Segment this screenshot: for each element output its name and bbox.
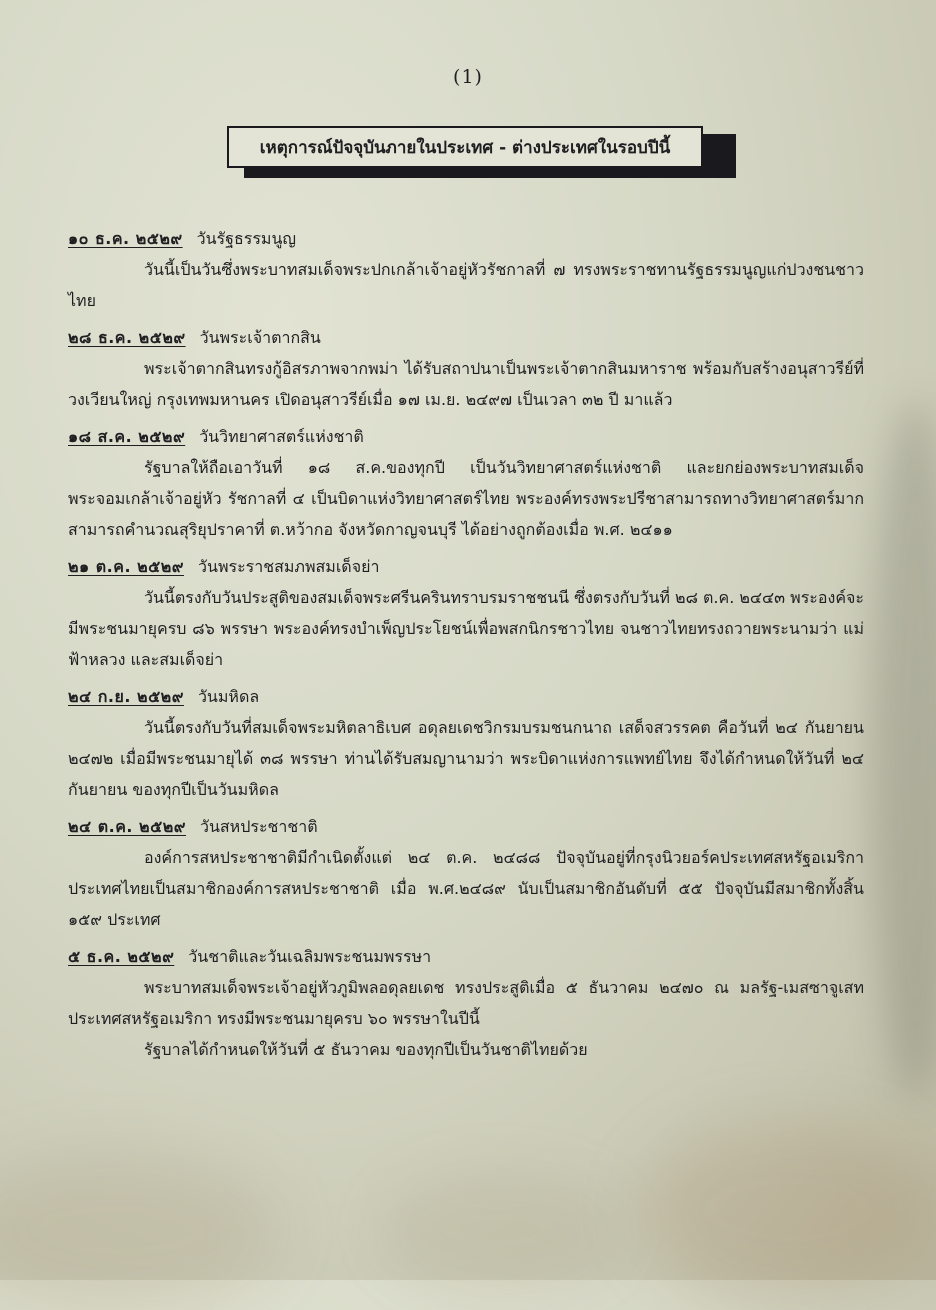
event-description: พระเจ้าตากสินทรงกู้อิสรภาพจากพม่า ได้รับสถาปนาเป็นพระเจ้าตากสินมหาราช พร้อมกับสร้างอนุสาวรีย์ที่วงเวียนใหญ่ กรุงเทพมหานคร เปิดอนุสาวรีย์เมื่อ ๑๗ เม.ย. ๒๔๙๗ เป็นเวลา ๓๒ ปี มาแล้ว bbox=[68, 359, 864, 409]
event-title: วันชาติและวันเฉลิมพระชนมพรรษา bbox=[188, 947, 432, 966]
event-entry bbox=[68, 422, 864, 545]
event-date: ๒๘ ธ.ค. ๒๕๒๙ bbox=[68, 328, 186, 347]
event-title: วันสหประชาชาติ bbox=[199, 817, 318, 836]
event-description: วันนี้เป็นวันซึ่งพระบาทสมเด็จพระปกเกล้าเจ้าอยู่หัวรัชกาลที่ ๗ ทรงพระราชทานรัฐธรรมนูญแก่ปวงชนชาวไทย bbox=[68, 260, 864, 310]
event-header bbox=[68, 942, 864, 972]
event-description: วันนี้ตรงกับวันที่สมเด็จพระมหิตลาธิเบศ อดุลยเดชวิกรมบรมชนกนาถ เสด็จสวรรคต คือวันที่ ๒๔ กันยายน ๒๔๗๒ เมื่อมีพระชนมายุได้ ๓๘ พรรษา ท่านได้รับสมญานามว่า พระบิดาแห่งการแพทย์ไทย จึงได้กำหนดให้วันที่ ๒๔ กันยายน ของทุกปีเป็นวันมหิดล bbox=[68, 718, 864, 799]
event-description: วันนี้ตรงกับวันประสูติของสมเด็จพระศรีนครินทราบรมราชชนนี ซึ่งตรงกับวันที่ ๒๘ ต.ค. ๒๔๔๓ พระองค์จะมีพระชนมายุครบ ๘๖ พรรษา พระองค์ทรงบำเพ็ญประโยชน์เพื่อพสกนิกรชาวไทย จนชาวไทยทรงถวายพระนามว่า แม่ฟ้าหลวง และสมเด็จย่า bbox=[68, 588, 864, 669]
paper-stain bbox=[0, 1150, 280, 1310]
event-title: วันวิทยาศาสตร์แห่งชาติ bbox=[199, 427, 364, 446]
event-header bbox=[68, 422, 864, 452]
event-entry bbox=[68, 323, 864, 415]
event-header bbox=[68, 812, 864, 842]
event-entry bbox=[68, 224, 864, 316]
event-date: ๒๑ ต.ค. ๒๕๒๙ bbox=[68, 557, 185, 576]
event-entry bbox=[68, 812, 864, 935]
page-heading: เหตุการณ์ปัจจุบันภายในประเทศ - ต่างประเทศในรอบปีนี้ bbox=[227, 126, 703, 168]
event-note: รัฐบาลได้กำหนดให้วันที่ ๕ ธันวาคม ของทุกปีเป็นวันชาติไทยด้วย bbox=[144, 1040, 588, 1059]
event-entry bbox=[68, 552, 864, 675]
event-date: ๒๔ ก.ย. ๒๕๒๙ bbox=[68, 687, 184, 706]
paper-shadow bbox=[870, 400, 936, 1100]
event-header bbox=[68, 323, 864, 353]
paper-stain bbox=[380, 1170, 620, 1290]
event-date: ๑๐ ธ.ค. ๒๕๒๙ bbox=[68, 229, 183, 248]
event-title: วันมหิดล bbox=[197, 687, 260, 706]
event-description: องค์การสหประชาชาติมีกำเนิดตั้งแต่ ๒๔ ต.ค. ๒๔๘๘ ปัจจุบันอยู่ที่กรุงนิวยอร์คประเทศสหรัฐอเมริกา ประเทศไทยเป็นสมาชิกองค์การสหประชาชาติ เมื่อ พ.ศ.๒๔๘๙ นับเป็นสมาชิกอันดับที่ ๕๕ ปัจจุบันมีสมาชิกทั้งสิ้น ๑๕๙ ประเทศ bbox=[68, 848, 864, 929]
event-header bbox=[68, 682, 864, 712]
event-header bbox=[68, 224, 864, 254]
page-number: (1) bbox=[453, 66, 483, 88]
event-header bbox=[68, 552, 864, 582]
event-date: ๑๘ ส.ค. ๒๕๒๙ bbox=[68, 427, 186, 446]
event-date: ๕ ธ.ค. ๒๕๒๙ bbox=[68, 947, 175, 966]
event-description: พระบาทสมเด็จพระเจ้าอยู่หัวภูมิพลอดุลยเดช ทรงประสูติเมื่อ ๕ ธันวาคม ๒๔๗๐ ณ มลรัฐ-เมสซาจูเสท ประเทศสหรัฐอเมริกา ทรงมีพระชนมายุครบ ๖๐ พรรษาในปีนี้ bbox=[68, 978, 864, 1028]
paper-stain bbox=[640, 1120, 936, 1300]
event-entry bbox=[68, 682, 864, 805]
event-title: วันพระเจ้าตากสิน bbox=[199, 328, 321, 347]
event-entry bbox=[68, 942, 864, 1065]
event-title: วันพระราชสมภพสมเด็จย่า bbox=[198, 557, 380, 576]
event-date: ๒๔ ต.ค. ๒๕๒๙ bbox=[68, 817, 186, 836]
event-list bbox=[68, 224, 864, 1072]
event-title: วันรัฐธรรมนูญ bbox=[196, 229, 297, 248]
event-description: รัฐบาลให้ถือเอาวันที่ ๑๘ ส.ค.ของทุกปี เป็นวันวิทยาศาสตร์แห่งชาติ และยกย่องพระบาทสมเด็จพระจอมเกล้าเจ้าอยู่หัว รัชกาลที่ ๔ เป็นบิดาแห่งวิทยาศาสตร์ไทย พระองค์ทรงพระปรีชาสามารถทางวิทยาศาสตร์มาก สามารถคำนวณสุริยุปราคาที่ ต.หว้ากอ จังหวัดกาญจนบุรี ได้อย่างถูกต้องเมื่อ พ.ศ. ๒๔๑๑ bbox=[68, 458, 864, 539]
